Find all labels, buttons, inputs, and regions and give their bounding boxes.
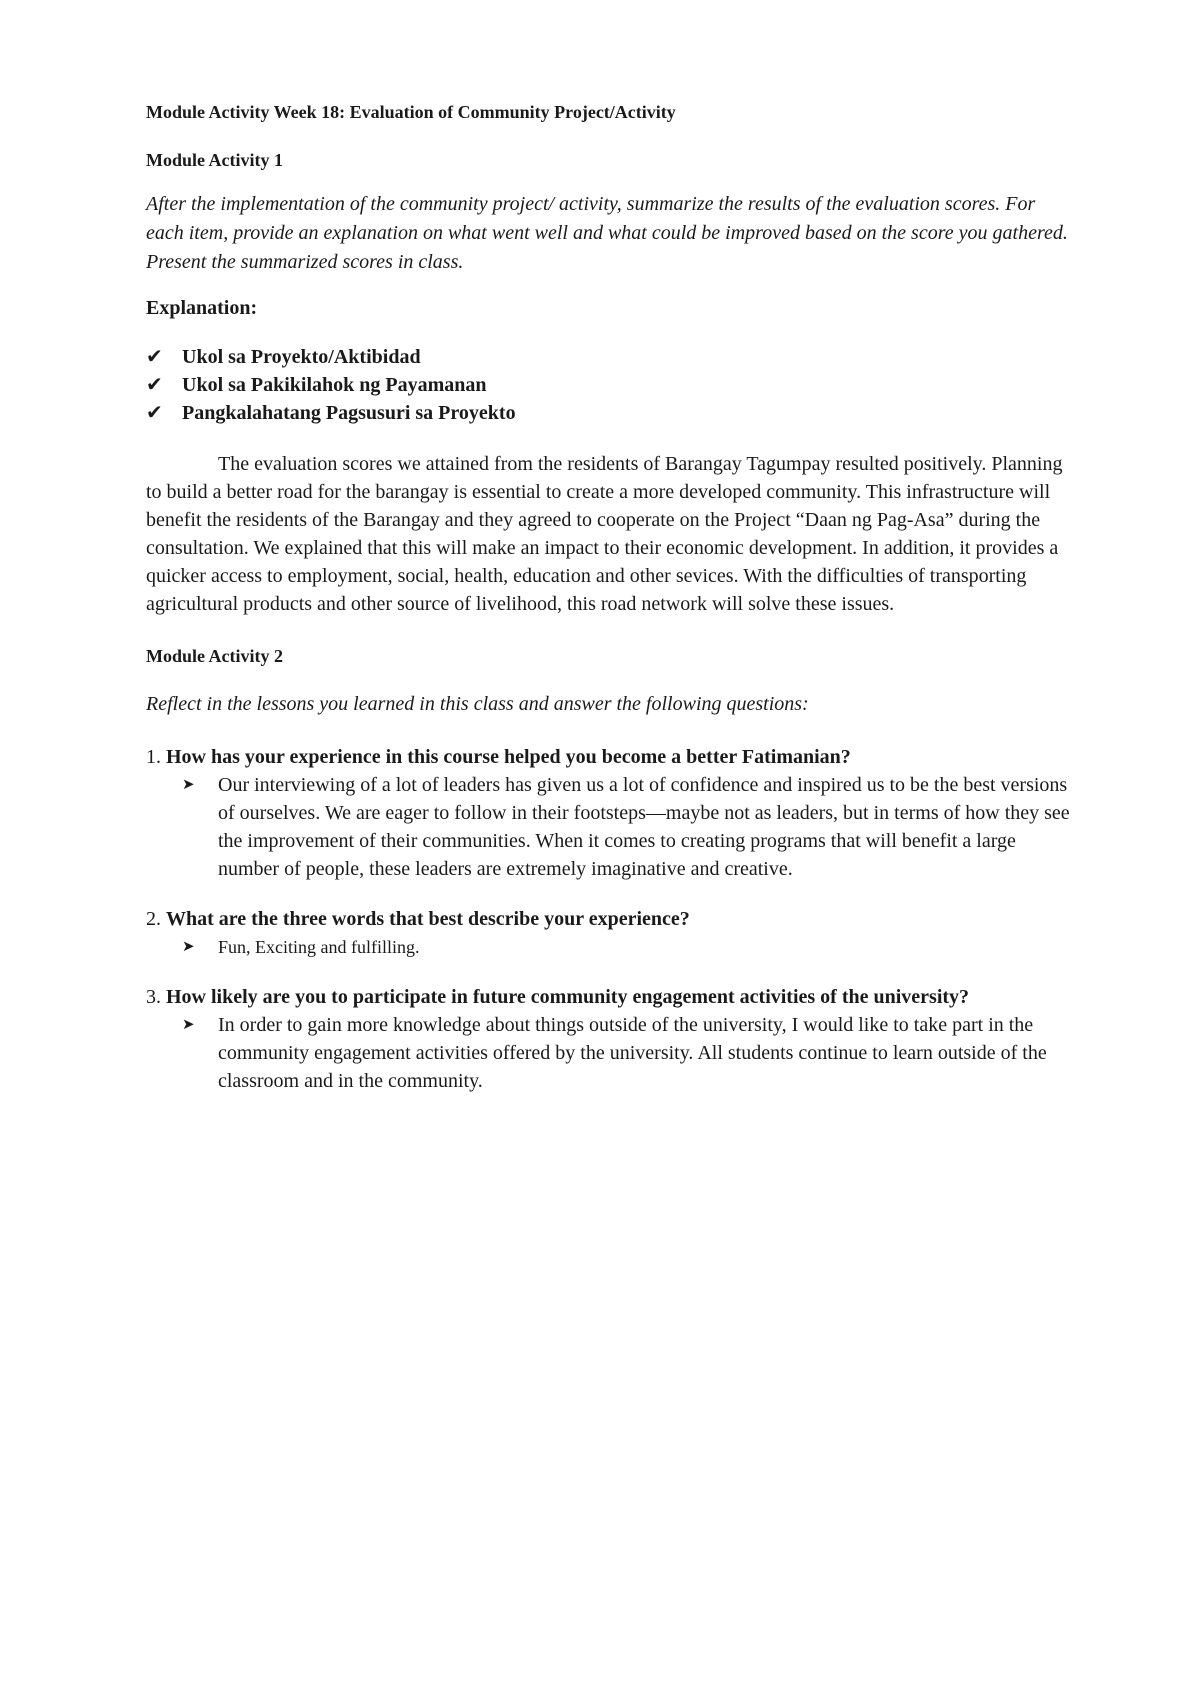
checklist-item xyxy=(146,343,1076,371)
question-3 xyxy=(146,983,1076,1011)
explanation-label: Explanation: xyxy=(146,297,258,319)
checkmark-icon: ✔ xyxy=(146,346,163,368)
question-number: 1. xyxy=(146,746,161,768)
answer-text: Fun, Exciting and fulfilling. xyxy=(218,937,420,957)
question-2 xyxy=(146,905,1076,933)
answer-2 xyxy=(182,933,1076,961)
checklist-item xyxy=(146,399,1076,427)
arrowhead-bullet-icon: ➤ xyxy=(182,777,195,793)
arrowhead-bullet-icon: ➤ xyxy=(182,939,195,955)
answer-text: Our interviewing of a lot of leaders has given us a lot of confidence and inspired us to be the best versions of ourselves. We are eager to follow in their footsteps—maybe not as leaders, but in terms of how they see the improvement of their communities. When it comes to creating programs that will benefit a large number of people, these leaders are extremely imaginative and creative. xyxy=(218,774,1070,880)
answer-3 xyxy=(182,1011,1076,1095)
question-text: How likely are you to participate in future community engagement activities of the university? xyxy=(166,986,970,1008)
arrowhead-bullet-icon: ➤ xyxy=(182,1017,195,1033)
question-1 xyxy=(146,743,1076,771)
checkmark-icon: ✔ xyxy=(146,374,163,396)
activity2-instruction: Reflect in the lessons you learned in this class and answer the following questions: xyxy=(146,693,809,715)
checklist-item-label: Ukol sa Pakikilahok ng Payamanan xyxy=(182,374,487,396)
document-title: Module Activity Week 18: Evaluation of Community Project/Activity xyxy=(146,102,676,122)
answer-1 xyxy=(182,771,1076,883)
checklist-item xyxy=(146,371,1076,399)
checklist-item-label: Ukol sa Proyekto/Aktibidad xyxy=(182,346,421,368)
question-text: How has your experience in this course helped you become a better Fatimanian? xyxy=(166,746,851,768)
activity1-heading: Module Activity 1 xyxy=(146,150,283,170)
evaluation-checklist xyxy=(146,343,1076,427)
checkmark-icon: ✔ xyxy=(146,402,163,424)
question-number: 3. xyxy=(146,986,161,1008)
question-number: 2. xyxy=(146,908,161,930)
checklist-item-label: Pangkalahatang Pagsusuri sa Proyekto xyxy=(182,402,516,424)
answer-text: In order to gain more knowledge about things outside of the university, I would like to take part in the community engagement activities offered by the university. All students continue to learn outside of the classroom and in the community. xyxy=(218,1014,1047,1092)
question-text: What are the three words that best describe your experience? xyxy=(166,908,690,930)
activity1-instruction: After the implementation of the community project/ activity, summarize the results of the evaluation scores. For each item, provide an explanation on what went well and what could be improved based on the score you gathered. Present the summarized scores in class. xyxy=(146,193,1068,273)
activity2-heading: Module Activity 2 xyxy=(146,646,283,666)
document-content xyxy=(146,100,1076,1095)
evaluation-paragraph: The evaluation scores we attained from the residents of Barangay Tagumpay resulted positively. Planning to build a better road for the barangay is essential to create a more developed community. This infrastructure will benefit the residents of the Barangay and they agreed to cooperate on the Project “Daan ng Pag-Asa” during the consultation. We explained that this will make an impact to their economic development. In addition, it provides a quicker access to employment, social, health, education and other sevices. With the difficulties of transporting agricultural products and other source of livelihood, this road network will solve these issues. xyxy=(146,453,1063,615)
